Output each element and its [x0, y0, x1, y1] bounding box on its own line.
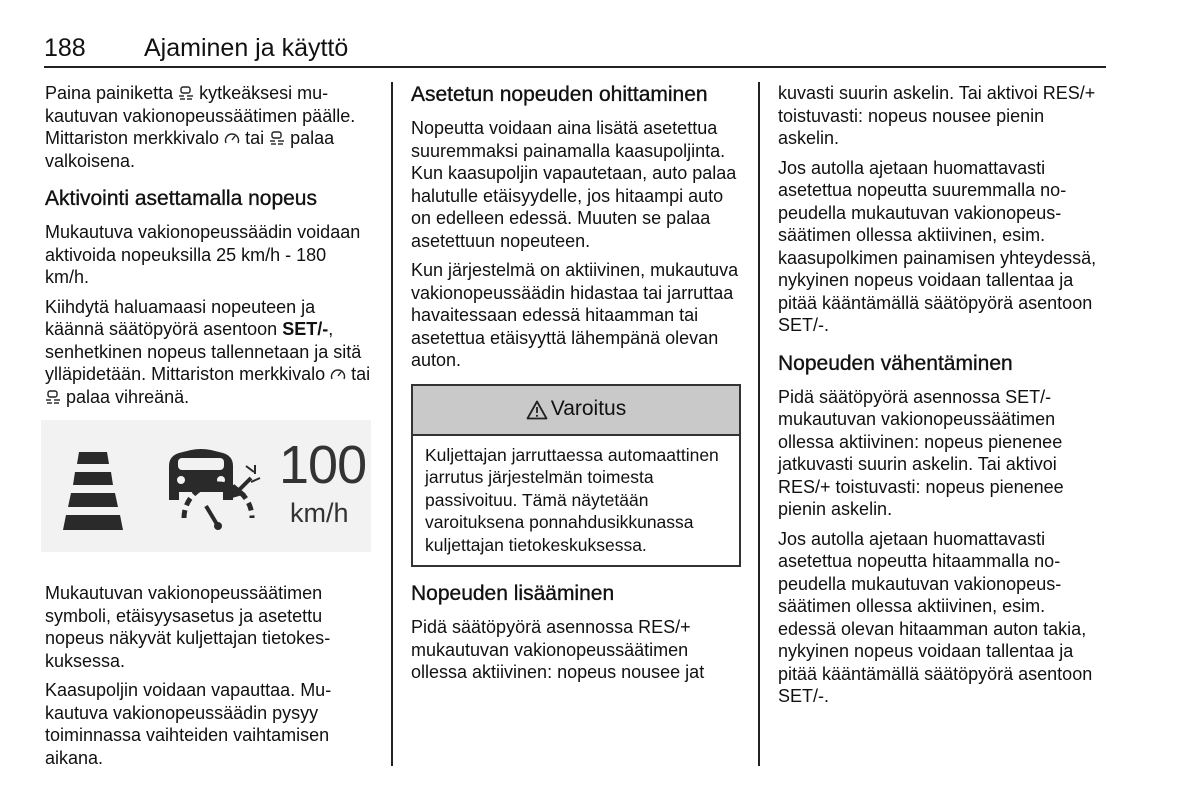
paragraph-accelerate: Kiihdytä haluamaasi nopeuteen ja käännä säätöpyörä asentoon SET/-, senhetkinen nopeus tallennetaan ja sitä ylläpidetään. Mittariston merkkivalo tai palaa vihreänä. [45, 296, 371, 407]
speedometer-indicator-icon [330, 367, 346, 381]
acc-indicator-icon [45, 390, 61, 404]
paragraph-symbol: Mukautuvan vakionopeussäätimen symboli, etäisyysasetus ja asetettu nopeus näkyvät kuljettajan tietokeskuksessa. [45, 583, 331, 671]
distance-setting-icon [63, 452, 123, 530]
column-divider-2 [758, 82, 760, 766]
warning-title: Varoitus [550, 397, 627, 421]
driver-info-display-figure [41, 420, 371, 552]
paragraph-decrease: Pidä säätöpyörä asennossa SET/- mukautuvan vakionopeussäätimen ollessa aktiivinen: nopeus pienenee jatkuvasti suurin askelin. Tai aktivoi RES/+ toistuvasti: nopeus pienenee pienin askelin. [778, 386, 1064, 519]
paragraph-speed-range: Mukautuva vakionopeussäädin voidaan aktivoida nopeuksilla 25 km/h - 180 km/h. [45, 222, 361, 287]
column-3 [778, 82, 1100, 715]
chapter-title: Ajaminen ja käyttö [144, 34, 349, 62]
paragraph-release-pedal: Kaasupoljin voidaan vapauttaa. Mukautuva vakionopeussäädin pysyy toiminnassa vaihteiden vaihtamisen aikana. [45, 680, 332, 768]
set-arrow-icon [232, 465, 260, 498]
speed-unit: km/h [290, 498, 349, 528]
paragraph-store-slower: Jos autolla ajetaan huomattavasti asetettua nopeutta hitaammalla nopeudella mukautuvan vakionopeussäätimen ollessa aktiivinen, esim. edessä olevan hitaamman auton takia, nykyinen nopeus voidaan tallentaa ja pitää kääntämällä säätöpyörä asentoon SET/-. [778, 528, 1093, 706]
paragraph-increase: Pidä säätöpyörä asennossa RES/+ mukautuvan vakionopeussäätimen ollessa aktiivinen: nopeus nousee jat [411, 617, 705, 682]
acc-indicator-icon [269, 131, 285, 145]
paragraph-override-2: Kun järjestelmä on aktiivinen, mukautuva vakionopeussäädin hidastaa tai jarruttaa havaitessaan edessä hitaamman tai asetettua etäisyyttä lähempänä olevan auton. [411, 260, 739, 370]
heading-activation: Aktivointi asettamalla nopeus [45, 187, 317, 210]
heading-override: Asetetun nopeuden ohittaminen [411, 83, 708, 106]
column-divider-1 [391, 82, 393, 766]
adaptive-cruise-car-icon [169, 449, 233, 500]
paragraph-override-1: Nopeutta voidaan aina lisätä asetettua suuremmaksi painamalla kaasupoljinta. Kun kaasupoljin vapautetaan, auto palaa halutulle etäisyydelle, jos hitaampi auto on edelleen edessä. Muuten se palaa asetettuun nopeuteen. [411, 118, 737, 251]
column-2 [411, 82, 741, 691]
warning-triangle-icon [526, 400, 548, 420]
page-number: 188 [44, 34, 86, 62]
set-label: SET/- [282, 319, 329, 339]
warning-text: Kuljettajan jarruttaessa automaattinen jarrutus järjestelmän toimesta passivoituu. Tämä näytetään varoituksena ponnahdusikkunassa kuljettajan tietokeskuksessa. [425, 444, 719, 555]
speedometer-indicator-icon [224, 131, 240, 145]
warning-header [413, 386, 739, 436]
heading-increase: Nopeuden lisääminen [411, 582, 615, 605]
paragraph-store-faster: Jos autolla ajetaan huomattavasti asetettua nopeutta suuremmalla nopeudella mukautuvan vakionopeussäätimen ollessa aktiivinen, esim. kaasupolkimen painamisen yhteydessä, nykyinen nopeus voidaan tallentaa ja pitää kääntämällä säätöpyörä asentoon SET/-. [778, 157, 1097, 335]
header-rule [44, 66, 1106, 68]
set-speed-value: 100 [279, 435, 367, 495]
warning-box [411, 384, 741, 568]
page-header [44, 30, 1106, 70]
heading-decrease: Nopeuden vähentäminen [778, 351, 1013, 375]
intro-paragraph: Paina painiketta kytkeäksesi mukautuvan vakionopeussäätimen päälle. Mittariston merkkivalo tai palaa valkoisena. [45, 83, 356, 171]
acc-button-icon [178, 86, 194, 100]
paragraph-increase-continued: kuvasti suurin askelin. Tai aktivoi RES/+ toistuvasti: nopeus nousee pienin askelin. [778, 83, 1096, 148]
column-1 [45, 82, 373, 776]
